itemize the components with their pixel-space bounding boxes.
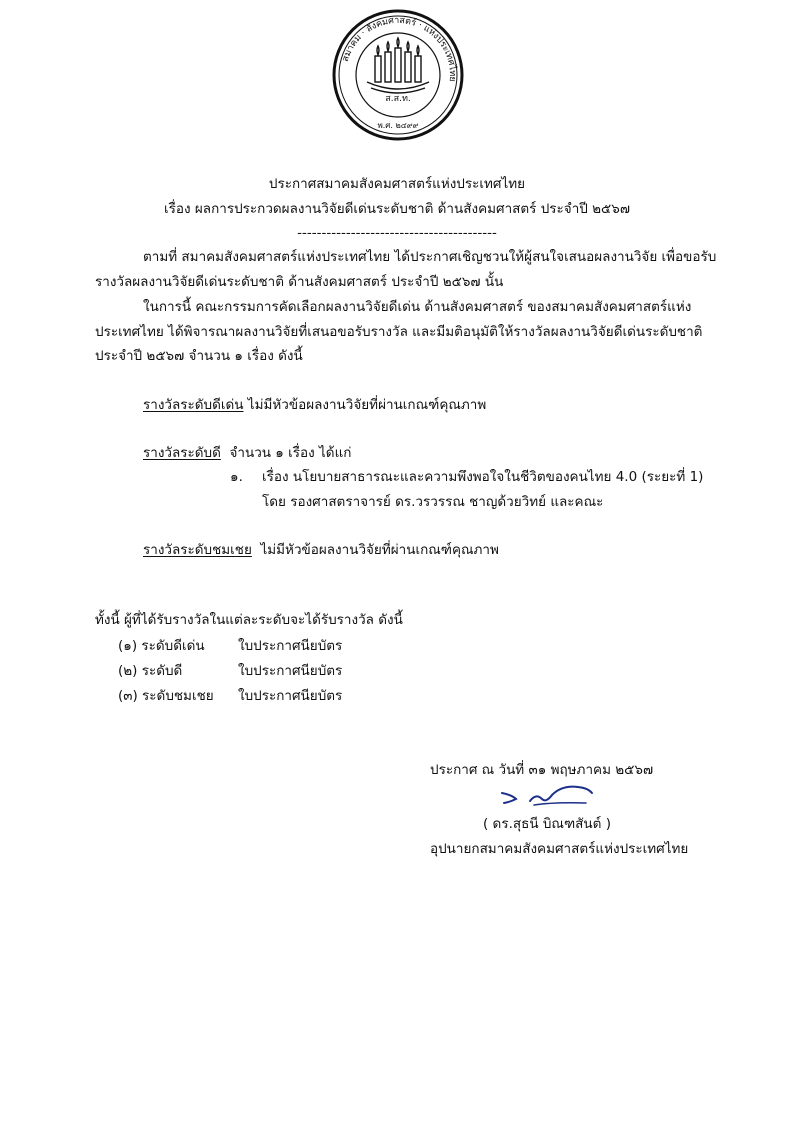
announcement-subject: เรื่อง ผลการประกวดผลงานวิจัยดีเด่นระดับชาติ ด้านสังคมศาสตร์ ประจำปี ๒๕๖๗ <box>164 201 630 217</box>
handwritten-signature <box>496 781 602 809</box>
seal-arc-text: สมาคม · สังคมศาสตร์ · แห่งประเทศไทย <box>340 15 458 83</box>
seal-abbrev: ส.ส.ท. <box>385 94 411 104</box>
award-good-item-title: เรื่อง นโยบายสาธารณะและความพึงพอใจในชีวิตของคนไทย 4.0 (ระยะที่ 1) <box>262 469 704 485</box>
announcement-title: ประกาศสมาคมสังคมศาสตร์แห่งประเทศไทย <box>268 176 526 192</box>
award-honorable-label: รางวัลระดับชมเชย <box>143 542 252 558</box>
award-good-text: จำนวน ๑ เรื่อง ได้แก่ <box>220 445 352 461</box>
paragraph-2-line-2: ประเทศไทย ได้พิจารณาผลงานวิจัยที่เสนอขอรับรางวัล และมีมติอนุมัติให้รางวัลผลงานวิจัยดีเด่นระดับชาติ <box>95 324 703 340</box>
award-excellent-label: รางวัลระดับดีเด่น <box>143 397 244 413</box>
prize-award-3: ใบประกาศนียบัตร <box>238 688 343 704</box>
award-good-label: รางวัลระดับดี <box>143 445 221 461</box>
prize-award-1: ใบประกาศนียบัตร <box>238 638 343 654</box>
prize-award-2: ใบประกาศนียบัตร <box>238 663 343 679</box>
seal-year: พ.ศ. ๒๔๙๙ <box>377 121 419 130</box>
paragraph-2-line-3: ประจำปี ๒๕๖๗ จำนวน ๑ เรื่อง ดังนี้ <box>95 348 303 364</box>
prize-level-3: (๓) ระดับชมเชย <box>118 688 214 704</box>
paragraph-1-line-1: ตามที่ สมาคมสังคมศาสตร์แห่งประเทศไทย ได้ประกาศเชิญชวนให้ผู้สนใจเสนอผลงานวิจัย เพื่อขอรับ <box>143 249 717 265</box>
award-good-item-authors: โดย รองศาสตราจารย์ ดร.วรวรรณ ชาญด้วยวิทย์ และคณะ <box>262 494 604 510</box>
award-honorable-text: ไม่มีหัวข้อผลงานวิจัยที่ผ่านเกณฑ์คุณภาพ <box>251 542 499 558</box>
award-excellent-text: ไม่มีหัวข้อผลงานวิจัยที่ผ่านเกณฑ์คุณภาพ <box>243 397 487 413</box>
award-good <box>143 443 351 463</box>
paragraph-1-line-2: รางวัลผลงานวิจัยดีเด่นระดับชาติ ด้านสังคมศาสตร์ ประจำปี ๒๕๖๗ นั้น <box>95 274 504 290</box>
prizes-intro: ทั้งนี้ ผู้ที่ได้รับรางวัลในแต่ละระดับจะได้รับรางวัล ดังนี้ <box>95 612 403 628</box>
prize-level-1: (๑) ระดับดีเด่น <box>118 638 205 654</box>
award-honorable <box>143 540 499 560</box>
signatory-position: อุปนายกสมาคมสังคมศาสตร์แห่งประเทศไทย <box>430 841 689 857</box>
prize-level-2: (๒) ระดับดี <box>118 663 183 679</box>
announcement-date: ประกาศ ณ วันที่ ๓๑ พฤษภาคม ๒๕๖๗ <box>430 762 654 778</box>
signatory-name: ( ดร.สุธนี บิณฑสันต์ ) <box>483 816 611 832</box>
association-seal-logo <box>331 8 465 142</box>
award-good-item-number: ๑. <box>230 469 243 485</box>
paragraph-2-line-1: ในการนี้ คณะกรรมการคัดเลือกผลงานวิจัยดีเด่น ด้านสังคมศาสตร์ ของสมาคมสังคมศาสตร์แห่ง <box>143 299 692 315</box>
award-excellent <box>143 395 486 415</box>
seal-candles-emblem <box>367 38 429 93</box>
header-divider: ----------------------------------------- <box>297 225 497 241</box>
